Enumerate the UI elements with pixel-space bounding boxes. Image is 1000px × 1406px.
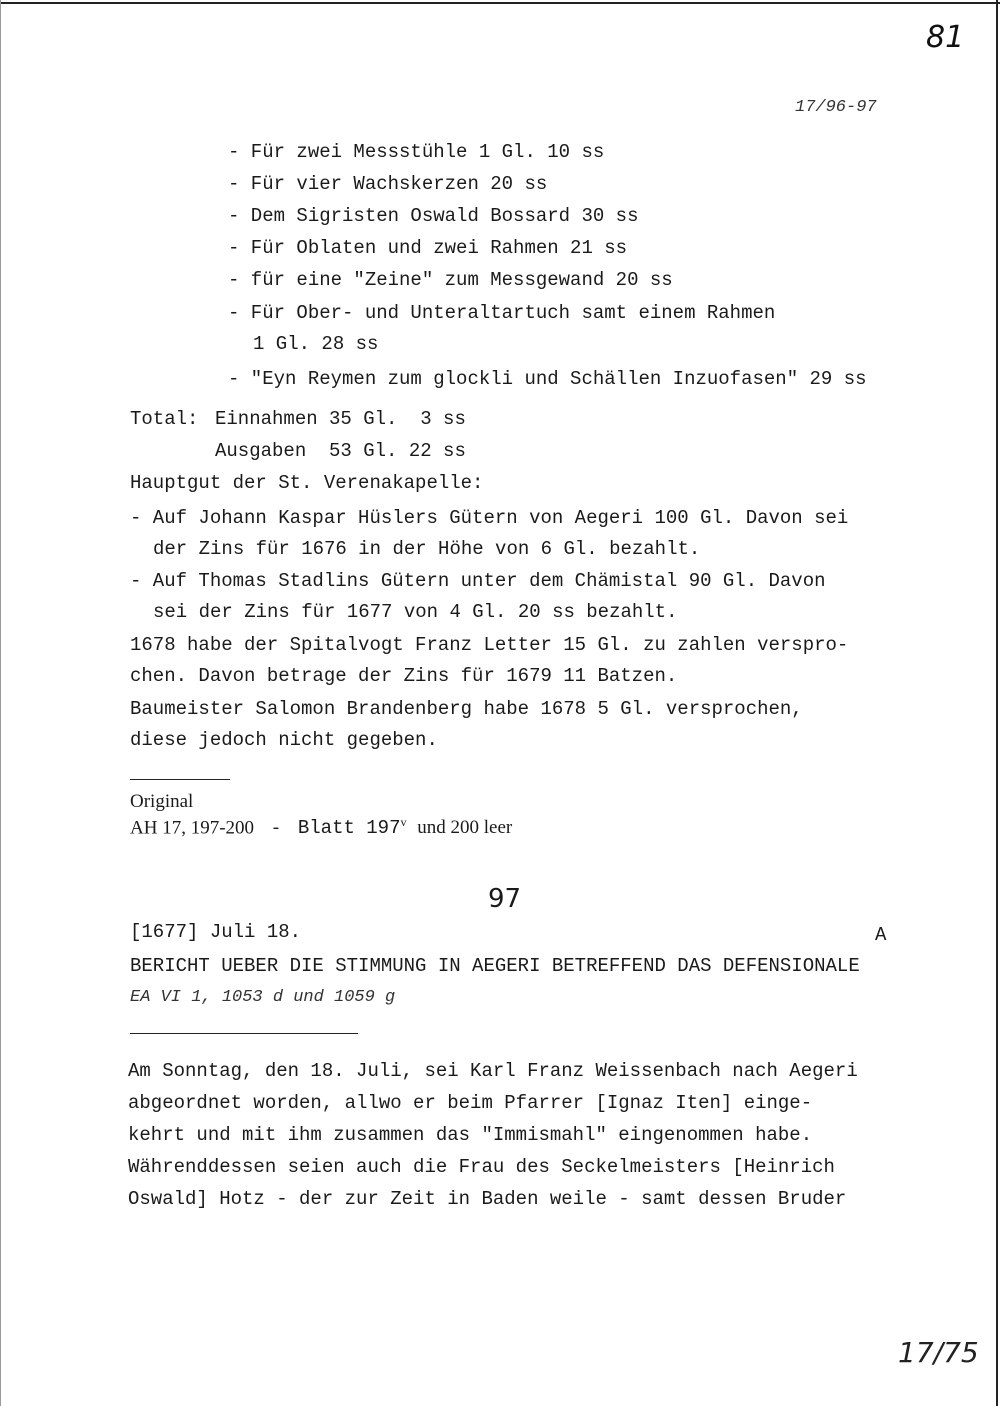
- body-line: sei der Zins für 1677 von 4 Gl. 20 ss bezahlt.: [153, 601, 678, 623]
- entry-title: BERICHT UEBER DIE STIMMUNG IN AEGERI BETREFFEND DAS DEFENSIONALE: [130, 955, 860, 977]
- list-item: - Für zwei Messstühle 1 Gl. 10 ss: [228, 141, 605, 163]
- entry-citation: EA VI 1, 1053 d und 1059 g: [130, 988, 396, 1007]
- body-line: der Zins für 1676 in der Höhe von 6 Gl. bezahlt.: [153, 538, 701, 560]
- scan-border-top: [0, 2, 1000, 4]
- footnote-rule: [130, 779, 230, 780]
- source-ref-a: AH 17, 197-200: [130, 817, 255, 839]
- list-item: - Für Oblaten und zwei Rahmen 21 ss: [228, 237, 628, 259]
- entry-rule: [130, 1033, 358, 1034]
- entry-date: [1677] Juli 18.: [130, 921, 302, 943]
- body-line: chen. Davon betrage der Zins für 1679 11 Batzen.: [130, 665, 678, 687]
- scan-border-left: [0, 0, 1, 1406]
- source-ref-c: und 200 leer: [417, 817, 513, 839]
- body-line: diese jedoch nicht gegeben.: [130, 729, 438, 751]
- list-item: - Dem Sigristen Oswald Bossard 30 ss: [228, 205, 639, 227]
- list-item-continuation: 1 Gl. 28 ss: [253, 333, 379, 355]
- text-line: Am Sonntag, den 18. Juli, sei Karl Franz Weissenbach nach Aegeri: [128, 1060, 858, 1082]
- body-line: 1678 habe der Spitalvogt Franz Letter 15 Gl. zu zahlen verspro-: [130, 634, 849, 656]
- handwritten-page-mark: 17/75: [898, 1336, 979, 1369]
- document-number: 97: [488, 884, 522, 914]
- source-dash: -: [272, 817, 280, 839]
- source-label: Original: [130, 791, 194, 812]
- list-item: - Für vier Wachskerzen 20 ss: [228, 173, 548, 195]
- scan-border-right: [996, 0, 998, 1406]
- text-line: Währenddessen seien auch die Frau des Seckelmeisters [Heinrich: [128, 1156, 835, 1178]
- body-line: Baumeister Salomon Brandenberg habe 1678 5 Gl. versprochen,: [130, 698, 803, 720]
- text-line: Oswald] Hotz - der zur Zeit in Baden weile - samt dessen Bruder: [128, 1188, 847, 1210]
- text-line: abgeordnet worden, allwo er beim Pfarrer [Ignaz Iten] einge-: [128, 1092, 813, 1114]
- list-item: - Für Ober- und Unteraltartuch samt einem Rahmen: [228, 302, 776, 324]
- totals-einnahmen: Einnahmen 35 Gl. 3 ss: [215, 408, 466, 430]
- source-reference: [130, 815, 512, 839]
- page-reference: 17/96-97: [795, 98, 877, 117]
- hauptgut-title: Hauptgut der St. Verenakapelle:: [130, 472, 484, 494]
- totals-ausgaben: Ausgaben 53 Gl. 22 ss: [215, 440, 466, 462]
- folio-number: 81: [926, 20, 965, 55]
- source-sup: v: [400, 815, 407, 829]
- list-item: - "Eyn Reymen zum glockli und Schällen Inzuofasen" 29 ss: [228, 368, 867, 390]
- text-line: kehrt und mit ihm zusammen das "Immismahl" eingenommen habe.: [128, 1124, 813, 1146]
- totals-label: Total:: [130, 408, 199, 430]
- source-ref-b: Blatt 197: [297, 817, 401, 840]
- body-line: - Auf Johann Kaspar Hüslers Gütern von Aegeri 100 Gl. Davon sei: [130, 507, 849, 529]
- list-item: - für eine "Zeine" zum Messgewand 20 ss: [228, 269, 673, 291]
- entry-marker: A: [875, 924, 887, 946]
- body-line: - Auf Thomas Stadlins Gütern unter dem Chämistal 90 Gl. Davon: [130, 570, 826, 592]
